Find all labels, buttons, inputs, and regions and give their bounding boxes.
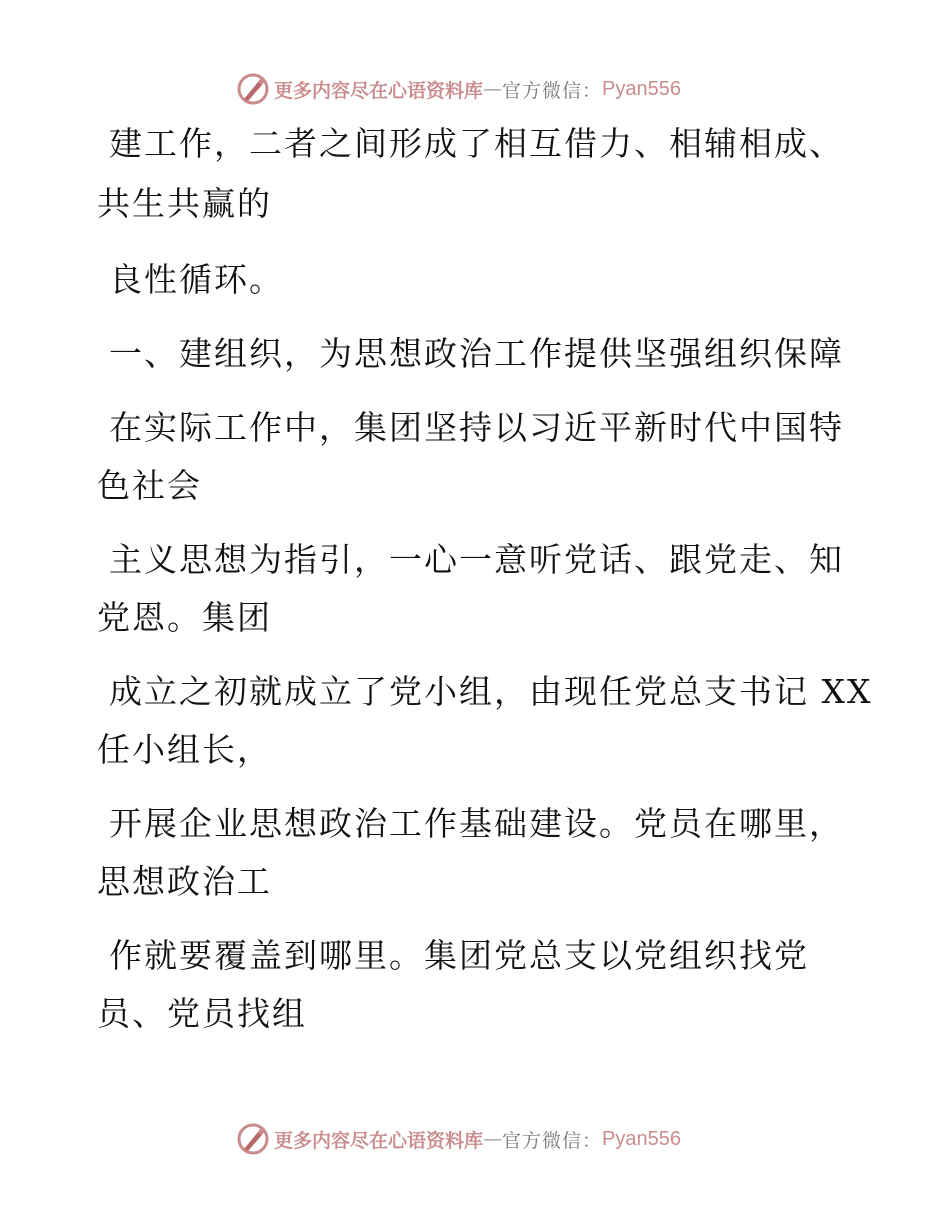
banner-title: 更多内容尽在心语资料库 <box>274 79 484 102</box>
banner-dash: — <box>483 78 503 100</box>
text-line: 开展企业思想政治工作基础建设。党员在哪里， <box>109 804 844 843</box>
banner-dash: — <box>483 1128 503 1150</box>
banner-wechat-id: Pyan556 <box>602 1127 681 1150</box>
text-line: 思想政治工 <box>97 862 272 901</box>
pen-logo-icon <box>236 1122 270 1156</box>
text-line: 良性循环。 <box>109 260 284 299</box>
text-line: 主义思想为指引，一心一意听党话、跟党走、知 <box>109 540 844 579</box>
section-heading: 一、建组织，为思想政治工作提供坚强组织保障 <box>109 334 844 373</box>
text-line: 共生共赢的 <box>97 184 272 223</box>
banner-wechat-label: 官方微信： <box>502 1129 603 1152</box>
text-line: 任小组长， <box>97 730 272 769</box>
banner-title: 更多内容尽在心语资料库 <box>274 1129 484 1152</box>
pen-logo-icon <box>236 72 270 106</box>
text-line: 色社会 <box>97 466 202 505</box>
banner-wechat-id: Pyan556 <box>602 77 681 100</box>
header-banner <box>236 71 681 107</box>
banner-wechat-label: 官方微信： <box>502 79 603 102</box>
text-line: 员、党员找组 <box>97 994 307 1033</box>
text-line: 党恩。集团 <box>97 598 272 637</box>
text-line: 成立之初就成立了党小组，由现任党总支书记 XX <box>109 672 873 711</box>
text-line: 建工作，二者之间形成了相互借力、相辅相成、 <box>109 124 844 163</box>
footer-banner <box>236 1121 681 1157</box>
text-line: 作就要覆盖到哪里。集团党总支以党组织找党 <box>109 936 809 975</box>
text-line: 在实际工作中，集团坚持以习近平新时代中国特 <box>109 408 844 447</box>
